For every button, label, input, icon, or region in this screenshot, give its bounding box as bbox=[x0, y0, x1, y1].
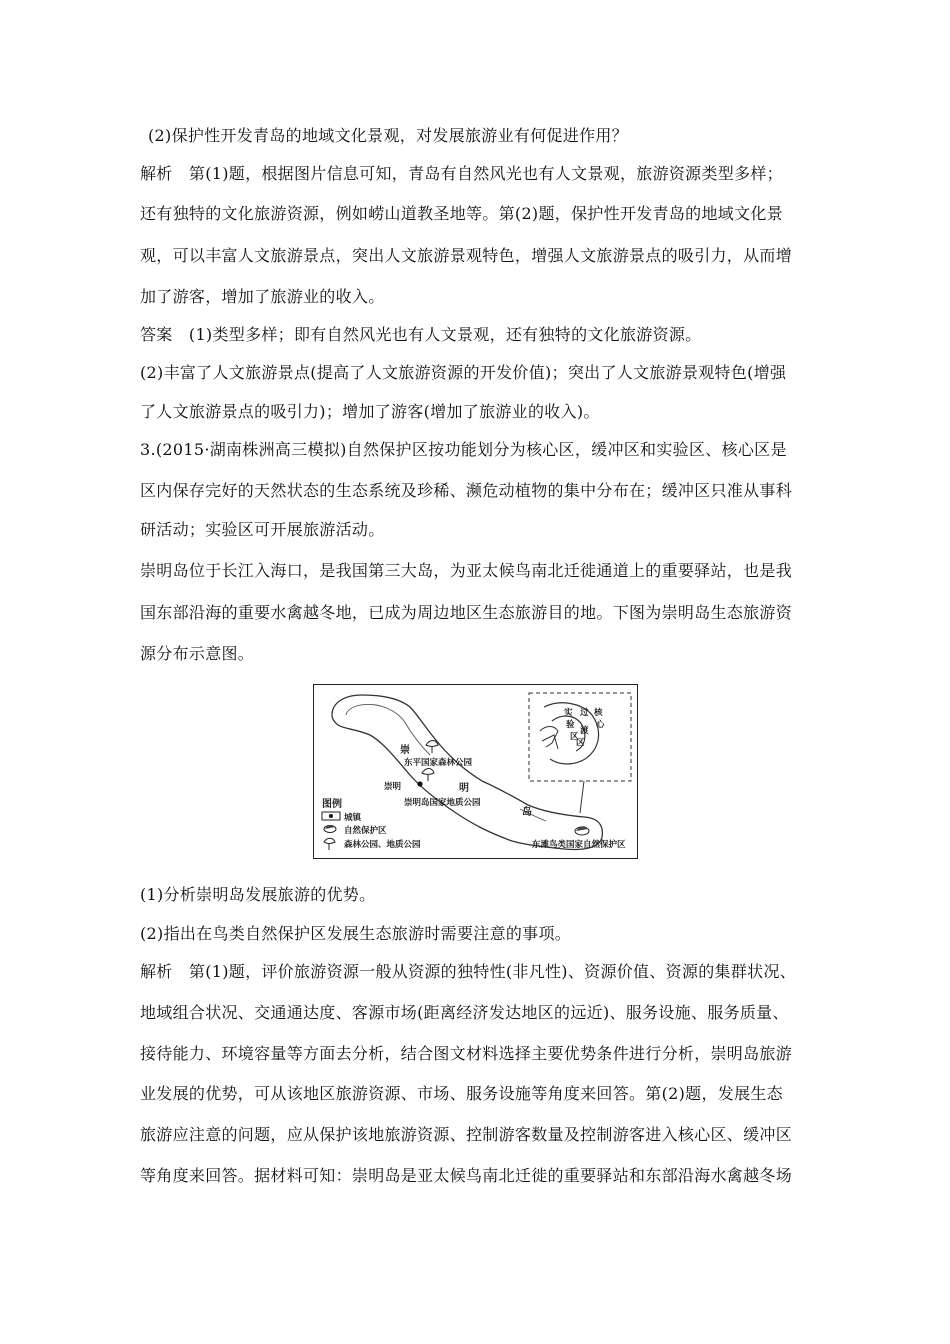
town-dot bbox=[417, 781, 422, 786]
bird-reserve-label: 东滩鸟类国家自然保护区 bbox=[532, 840, 626, 850]
analysis2-line-2: 地域组合状况、交通通达度、客源市场(距离经济发达地区的远近)、服务设施、服务质量、 bbox=[140, 1003, 789, 1022]
inset-label-he: 核 bbox=[594, 708, 603, 718]
island-char-dao: 岛 bbox=[522, 807, 532, 818]
inset-connector bbox=[580, 781, 584, 813]
geo-park-label: 崇明岛国家地质公园 bbox=[404, 798, 481, 808]
inset-label-shi: 实 bbox=[564, 708, 573, 718]
analysis-line-3: 观，可以丰富人文旅游景点，突出人文旅游景观特色，增强人文旅游景点的吸引力，从而增 bbox=[140, 246, 793, 265]
analysis2-line-1: 解析 第(1)题，评价旅游资源一般从资源的独特性(非凡性)、资源价值、资源的集群状况、 bbox=[140, 962, 797, 981]
chongming-island-map bbox=[313, 684, 638, 859]
forest-park-label: 东平国家森林公园 bbox=[404, 758, 473, 768]
answer-line-2: (2)丰富了人文旅游景点(提高了人文旅游资源的开发价值)；突出了人文旅游景观特色(增强 bbox=[140, 363, 787, 382]
analysis2-line-5: 旅游应注意的问题，应从保护该地旅游资源、控制游客数量及控制游客进入核心区、缓冲区 bbox=[140, 1125, 793, 1144]
analysis2-line-3: 接待能力、环境容量等方面去分析，结合图文材料选择主要优势条件进行分析，崇明岛旅游 bbox=[140, 1044, 793, 1063]
analysis-line-4: 加了游客，增加了旅游业的收入。 bbox=[140, 287, 385, 306]
island-inner-outline bbox=[346, 704, 430, 755]
inset-label-qu2: 区 bbox=[576, 738, 585, 748]
town-label: 崇明 bbox=[384, 782, 402, 792]
legend-reserve-label: 自然保护区 bbox=[344, 826, 387, 836]
analysis2-line-4: 业发展的优势，可从该地区旅游资源、市场、服务设施等角度来回答。第(2)题，发展生态 bbox=[140, 1084, 783, 1103]
inset-label-qu1: 区 bbox=[570, 732, 579, 742]
question-3-line-3: 研活动；实验区可开展旅游活动。 bbox=[140, 520, 385, 539]
material-line-1: 崇明岛位于长江入海口，是我国第三大岛，为亚太候鸟南北迁徙通道上的重要驿站，也是我 bbox=[140, 561, 793, 580]
answer-line-3: 了人文旅游景点的吸引力)；增加了游客(增加了旅游业的收入)。 bbox=[140, 402, 600, 421]
inset-label-du: 渡 bbox=[580, 726, 589, 736]
answer-line-1: 答案 (1)类型多样；即有自然风光也有人文景观，还有独特的文化旅游资源。 bbox=[140, 325, 702, 344]
nature-reserve-icon bbox=[575, 826, 589, 835]
geo-park-icon bbox=[422, 769, 434, 782]
legend-park-label: 森林公园、地质公园 bbox=[344, 840, 421, 850]
subquestion-2: (2)指出在鸟类自然保护区发展生态旅游时需要注意的事项。 bbox=[140, 924, 572, 943]
island-char-ming: 明 bbox=[459, 783, 469, 794]
island-char-chong: 崇 bbox=[400, 745, 410, 756]
subquestion-1: (1)分析崇明岛发展旅游的优势。 bbox=[140, 885, 376, 904]
legend-town-label: 城镇 bbox=[344, 813, 362, 823]
question-2-prompt: (2)保护性开发青岛的地域文化景观，对发展旅游业有何促进作用？ bbox=[148, 126, 628, 145]
material-line-2: 国东部沿海的重要水禽越冬地，已成为周边地区生态旅游目的地。下图为崇明岛生态旅游资 bbox=[140, 603, 793, 622]
question-3-line-2: 区内保存完好的天然状态的生态系统及珍稀、濒危动植物的集中分布在；缓冲区只准从事科 bbox=[140, 481, 793, 500]
inset-label-xin: 心 bbox=[596, 720, 605, 730]
legend-park-icon bbox=[324, 838, 335, 850]
analysis2-line-6: 等角度来回答。据材料可知：崇明岛是亚太候鸟南北迁徙的重要驿站和东部沿海水禽越冬场 bbox=[140, 1166, 793, 1185]
forest-park-icon bbox=[426, 741, 438, 754]
inset-label-guo: 过 bbox=[580, 708, 589, 718]
question-3-line-1: 3.(2015·湖南株洲高三模拟)自然保护区按功能划分为核心区，缓冲区和实验区、核心区是 bbox=[140, 440, 787, 459]
legend-reserve-icon bbox=[324, 825, 336, 833]
analysis-line-2: 还有独特的文化旅游资源，例如崂山道教圣地等。第(2)题，保护性开发青岛的地域文化景 bbox=[140, 204, 783, 223]
analysis-line-1: 解析 第(1)题，根据图片信息可知，青岛有自然风光也有人文景观，旅游资源类型多样； bbox=[140, 164, 783, 183]
material-line-3: 源分布示意图。 bbox=[140, 644, 255, 663]
legend-title: 图例 bbox=[322, 799, 342, 810]
inset-label-yan: 验 bbox=[566, 720, 575, 730]
